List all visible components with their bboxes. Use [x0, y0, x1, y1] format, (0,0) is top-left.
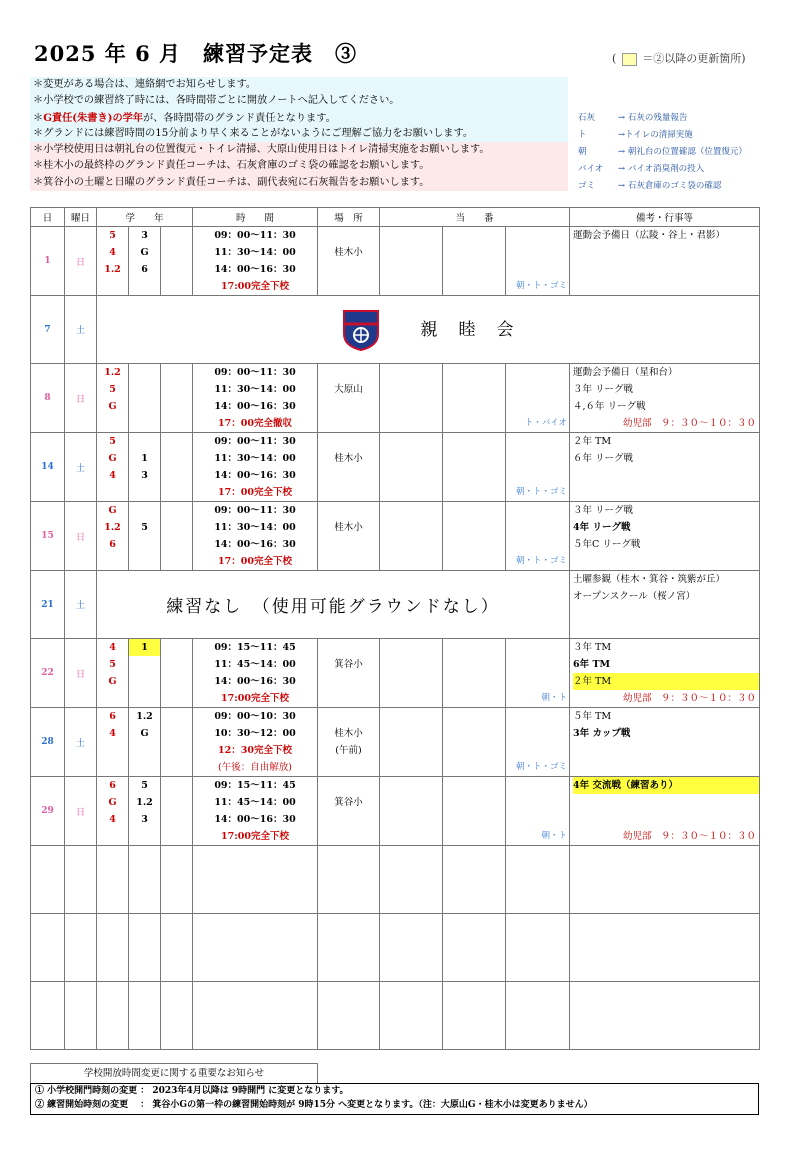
empty-cell	[31, 982, 65, 1050]
row-dow: 日	[65, 227, 97, 296]
abbr-row: 朝 → 朝礼台の位置確認（位置復元）	[578, 147, 747, 157]
note-7: ＊箕谷小の土曜と日曜のグランド責任コーチは、副代表宛に石灰報告をお願いします。	[30, 175, 568, 191]
empty-cell	[129, 846, 161, 914]
legend-text: ＝②以降の更新箇所)	[642, 52, 746, 65]
team-crest-icon	[341, 308, 381, 352]
empty-cell	[506, 982, 570, 1050]
memo-line: ４,６年 リーグ戦	[573, 401, 646, 412]
grade-col-1	[97, 502, 129, 571]
time-cell	[193, 502, 318, 571]
end-time: 17:00完全下校	[221, 831, 289, 842]
schedule-table	[30, 207, 760, 1050]
grade-entry: 5	[109, 384, 116, 395]
header-grade: 学 年	[97, 208, 193, 227]
legend-open: (	[612, 52, 617, 65]
grade-entry: 1.2	[104, 264, 121, 275]
empty-cell	[161, 982, 193, 1050]
memo-line: 運動会予備日（星和台）	[573, 367, 678, 378]
duty-text: 朝・ト・ゴミ	[516, 762, 568, 772]
memo-line: 6年 TM	[573, 659, 611, 670]
place-name: 大原山	[334, 384, 363, 395]
row-day: 14	[31, 433, 65, 502]
header-memo: 備考・行事等	[570, 208, 760, 227]
table-row	[31, 433, 760, 502]
duty-col-3	[506, 639, 570, 708]
memo-line: オープンスクール（桜ノ宮）	[573, 591, 696, 602]
duty-col-1	[380, 502, 443, 571]
time-slot: 09：00〜11：30	[214, 367, 296, 378]
memo-line: ５年 TM	[573, 711, 612, 722]
notice-label: 学校開放時間変更に関する重要なお知らせ	[30, 1063, 318, 1084]
grade-entry: 4	[109, 470, 116, 481]
table-row	[31, 777, 760, 846]
header-duty: 当 番	[380, 208, 570, 227]
memo-line: 土曜参観（桂木・箕谷・筑紫が丘）	[573, 574, 726, 585]
empty-cell	[193, 982, 318, 1050]
grade-entry: 4	[109, 728, 116, 739]
place-cell	[318, 502, 380, 571]
memo-line: ２年 TM	[573, 436, 612, 447]
place-cell	[318, 777, 380, 846]
empty-cell	[161, 914, 193, 982]
grade-entry	[129, 381, 160, 398]
header-time: 時 間	[193, 208, 318, 227]
empty-cell	[318, 846, 380, 914]
header-dow: 曜日	[65, 208, 97, 227]
grade-entry	[129, 398, 160, 415]
grade-entry: 1.2	[136, 797, 153, 808]
table-row	[31, 364, 760, 433]
time-slot: 14：00〜16：30	[214, 814, 296, 825]
duty-text: 朝・ト	[541, 831, 568, 841]
duty-col-2	[443, 433, 506, 502]
duty-col-3	[506, 364, 570, 433]
row-day: 22	[31, 639, 65, 708]
note-6: ＊桂木小の最終枠のグランド責任コーチは、石灰倉庫のゴミ袋の確認をお願いします。	[30, 158, 568, 174]
memo-line: ３年 リーグ戦	[573, 505, 634, 516]
grade-col-2	[129, 227, 161, 296]
grade-entry: 5	[109, 659, 116, 670]
grade-col-3	[161, 777, 193, 846]
empty-cell	[97, 846, 129, 914]
note-4: ＊グランドには練習時間の15分前より早く来ることがないようにご理解ご協力をお願いします。	[30, 126, 568, 142]
place-name: 桂木小	[334, 247, 363, 258]
notice-box	[30, 1083, 759, 1115]
empty-cell	[161, 846, 193, 914]
grade-entry: G	[108, 505, 117, 516]
duty-col-1	[380, 227, 443, 296]
empty-cell	[65, 982, 97, 1050]
empty-cell	[193, 914, 318, 982]
place-name: 桂木小	[334, 728, 363, 739]
grade-entry	[97, 742, 128, 759]
table-row	[31, 571, 760, 639]
memo-right: 幼児部 ９：３０〜１０：３０	[623, 418, 757, 429]
note-3-pre: ＊	[33, 112, 44, 124]
row-day: 21	[31, 571, 65, 639]
grade-entry: 5	[141, 522, 148, 533]
time-slot: 10：30〜12：00	[214, 728, 296, 739]
row-dow: 土	[65, 571, 97, 639]
end-time: 17:00完全下校	[221, 281, 289, 292]
grade-entry: 6	[109, 780, 116, 791]
empty-cell	[97, 914, 129, 982]
empty-cell	[31, 914, 65, 982]
empty-cell	[443, 982, 506, 1050]
memo-line: ２年 TM	[573, 673, 759, 690]
grade-col-2	[129, 639, 161, 708]
grade-entry: 1	[141, 453, 148, 464]
end-time: 17:00完全下校	[221, 693, 289, 704]
grade-entry: 1.2	[104, 367, 121, 378]
grade-col-2	[129, 708, 161, 777]
time-slot: 14：00〜16：30	[214, 401, 296, 412]
memo-cell	[570, 502, 760, 571]
grade-entry: G	[108, 453, 117, 464]
table-row	[31, 227, 760, 296]
grade-entry: G	[108, 676, 117, 687]
duty-col-2	[443, 777, 506, 846]
grade-col-2	[129, 777, 161, 846]
grade-entry: 1.2	[136, 711, 153, 722]
time-slot: 11：30〜14：00	[214, 522, 296, 533]
grade-entry	[129, 536, 160, 553]
grade-entry	[129, 656, 160, 673]
place-cell	[318, 639, 380, 708]
end-time: 17：00完全下校	[218, 487, 292, 498]
memo-line: 運動会予備日（広陵・谷上・君影）	[573, 230, 726, 241]
empty-row	[31, 914, 760, 982]
duty-col-2	[443, 708, 506, 777]
place-cell	[318, 364, 380, 433]
grade-entry	[129, 673, 160, 690]
table-row	[31, 708, 760, 777]
memo-line: ３年 リーグ戦	[573, 384, 634, 395]
duty-text: 朝・ト・ゴミ	[516, 556, 568, 566]
grade-col-1	[97, 433, 129, 502]
time-slot: 12：30完全下校	[218, 745, 292, 756]
duty-col-2	[443, 639, 506, 708]
grade-entry: 4	[109, 247, 116, 258]
empty-row	[31, 846, 760, 914]
place-cell	[318, 708, 380, 777]
grade-col-1	[97, 639, 129, 708]
place-cell	[318, 227, 380, 296]
duty-col-3	[506, 708, 570, 777]
grade-col-3	[161, 364, 193, 433]
special-event-cell	[97, 571, 570, 639]
memo-right: 幼児部 ９：３０〜１０：３０	[623, 831, 757, 842]
empty-cell	[443, 914, 506, 982]
row-day: 7	[31, 296, 65, 364]
time-slot: 11：45〜14：00	[214, 797, 296, 808]
special-event-text: 親 睦 会	[420, 319, 516, 340]
grade-entry: 4	[109, 642, 116, 653]
end-time: 17：00完全撤収	[218, 418, 292, 429]
time-cell	[193, 708, 318, 777]
highlight-swatch	[622, 53, 637, 66]
memo-cell	[570, 433, 760, 502]
special-event-text: 練習なし （使用可能グラウンドなし）	[166, 597, 500, 617]
grade-entry	[129, 742, 160, 759]
memo-cell	[570, 777, 760, 846]
table-row	[31, 639, 760, 708]
empty-cell	[570, 982, 760, 1050]
time-slot: 14：00〜16：30	[214, 470, 296, 481]
note-1: ＊変更がある場合は、連絡網でお知らせします。	[30, 77, 568, 93]
memo-cell	[570, 708, 760, 777]
row-dow: 日	[65, 364, 97, 433]
grade-col-1	[97, 364, 129, 433]
header-day: 日	[31, 208, 65, 227]
time-slot: 09：00〜10：30	[214, 711, 296, 722]
notes-block	[30, 77, 568, 191]
grade-entry: 1	[129, 639, 160, 656]
row-day: 8	[31, 364, 65, 433]
duty-col-1	[380, 708, 443, 777]
abbr-row: バイオ → バイオ消臭剤の投入	[578, 164, 705, 174]
grade-entry: G	[108, 401, 117, 412]
duty-col-1	[380, 364, 443, 433]
memo-line: 4年 交流戦（練習あり）	[573, 777, 759, 794]
empty-cell	[193, 846, 318, 914]
note-3	[30, 110, 568, 126]
place-name: 桂木小	[334, 522, 363, 533]
grade-entry: 3	[141, 470, 148, 481]
empty-cell	[65, 846, 97, 914]
place-name: 箕谷小	[334, 659, 363, 670]
memo-cell	[570, 571, 760, 639]
memo-cell	[570, 227, 760, 296]
notice-line-2: ② 練習開始時刻の変更 ： 箕谷小Gの第一枠の練習開始時刻が 9時15分 へ変更となります。（注：大原山G・桂木小は変更ありません）	[35, 1100, 593, 1110]
empty-cell	[97, 982, 129, 1050]
memo-line: 3年 カップ戦	[573, 728, 631, 739]
row-dow: 土	[65, 433, 97, 502]
grade-col-3	[161, 433, 193, 502]
duty-text: ト・バイオ	[524, 418, 568, 428]
row-dow: 土	[65, 708, 97, 777]
note-3-post: が、各時間帯のグランド責任となります。	[143, 112, 336, 124]
time-slot: 09：00〜11：30	[214, 230, 296, 241]
empty-cell	[318, 982, 380, 1050]
row-day: 15	[31, 502, 65, 571]
row-day: 29	[31, 777, 65, 846]
duty-col-2	[443, 502, 506, 571]
memo-line: ３年 TM	[573, 642, 612, 653]
memo-line: ５年C リーグ戦	[573, 539, 641, 550]
time-cell	[193, 777, 318, 846]
grade-col-3	[161, 227, 193, 296]
table-row	[31, 502, 760, 571]
grade-entry	[129, 364, 160, 381]
grade-col-1	[97, 227, 129, 296]
time-slot: 09：15〜11：45	[214, 780, 296, 791]
time-slot: 11：45〜14：00	[214, 659, 296, 670]
end-time: 17：00完全下校	[218, 556, 292, 567]
time-slot: 11：30〜14：00	[214, 247, 296, 258]
time-slot: 11：30〜14：00	[214, 453, 296, 464]
time-cell	[193, 364, 318, 433]
time-slot: 09：00〜11：30	[214, 436, 296, 447]
notice-line-1: ① 小学校開門時刻の変更 ： 2023年4月以降は 9時開門 に変更となります。	[35, 1086, 349, 1096]
duty-col-2	[443, 227, 506, 296]
duty-col-1	[380, 639, 443, 708]
grade-entry: 5	[141, 780, 148, 791]
grade-entry: 1.2	[104, 522, 121, 533]
memo-line: 4年 リーグ戦	[573, 522, 631, 533]
time-slot: 14：00〜16：30	[214, 676, 296, 687]
grade-entry: 5	[109, 230, 116, 241]
empty-cell	[31, 846, 65, 914]
memo-right: 幼児部 ９：３０〜１０：３０	[623, 693, 757, 704]
note-2: ＊小学校での練習終了時には、各時間帯ごとに開放ノートへ記入してください。	[30, 93, 568, 109]
empty-cell	[129, 982, 161, 1050]
time-cell	[193, 433, 318, 502]
duty-text: 朝・ト・ゴミ	[516, 281, 568, 291]
time-cell	[193, 639, 318, 708]
note-5: ＊小学校使用日は朝礼台の位置復元・トイレ清掃、大原山使用日はトイレ清掃実施をお願いします。	[30, 142, 568, 158]
place-note: (午前)	[335, 745, 362, 756]
grade-entry: 4	[109, 814, 116, 825]
empty-cell	[570, 846, 760, 914]
abbr-row: ゴミ → 石灰倉庫のゴミ袋の確認	[578, 181, 722, 191]
empty-cell	[443, 846, 506, 914]
memo-line: ６年 リーグ戦	[573, 453, 634, 464]
row-day: 28	[31, 708, 65, 777]
time-cell	[193, 227, 318, 296]
place-cell	[318, 433, 380, 502]
grade-col-1	[97, 708, 129, 777]
empty-cell	[506, 914, 570, 982]
empty-row	[31, 982, 760, 1050]
table-header-row	[31, 208, 760, 227]
empty-cell	[65, 914, 97, 982]
time-slot: 09：15〜11：45	[214, 642, 296, 653]
duty-text: 朝・ト	[541, 693, 568, 703]
empty-cell	[380, 982, 443, 1050]
time-slot: 11：30〜14：00	[214, 384, 296, 395]
place-name: 箕谷小	[334, 797, 363, 808]
memo-cell	[570, 364, 760, 433]
row-dow: 日	[65, 777, 97, 846]
empty-cell	[129, 914, 161, 982]
grade-entry: G	[140, 247, 149, 258]
grade-col-2	[129, 364, 161, 433]
page-title: 2025 年 6 月 練習予定表 ③	[34, 41, 357, 66]
time-slot: 09：00〜11：30	[214, 505, 296, 516]
special-event-cell	[97, 296, 760, 364]
grade-entry: G	[140, 728, 149, 739]
duty-col-2	[443, 364, 506, 433]
end-time: (午後：自由解放)	[218, 762, 292, 773]
duty-col-1	[380, 777, 443, 846]
grade-entry: 5	[109, 436, 116, 447]
abbr-row: 石灰 → 石灰の残量報告	[578, 113, 688, 123]
grade-entry: 6	[109, 711, 116, 722]
row-dow: 日	[65, 639, 97, 708]
place-name: 桂木小	[334, 453, 363, 464]
grade-col-3	[161, 708, 193, 777]
abbreviation-legend	[578, 110, 747, 195]
grade-col-3	[161, 639, 193, 708]
grade-entry	[129, 502, 160, 519]
memo-cell	[570, 639, 760, 708]
row-day: 1	[31, 227, 65, 296]
grade-entry: 3	[141, 230, 148, 241]
table-row	[31, 296, 760, 364]
time-slot: 14：00〜16：30	[214, 264, 296, 275]
abbr-row: ト →トイレの清掃実施	[578, 130, 693, 140]
grade-col-2	[129, 502, 161, 571]
row-dow: 日	[65, 502, 97, 571]
grade-entry	[129, 433, 160, 450]
grade-entry: 6	[109, 539, 116, 550]
time-slot: 14：00〜16：30	[214, 539, 296, 550]
grade-col-1	[97, 777, 129, 846]
empty-cell	[570, 914, 760, 982]
grade-col-2	[129, 433, 161, 502]
row-dow: 土	[65, 296, 97, 364]
empty-cell	[506, 846, 570, 914]
duty-col-1	[380, 433, 443, 502]
empty-cell	[380, 846, 443, 914]
header-place: 場 所	[318, 208, 380, 227]
note-3-red: G責任(朱書き)の学年	[43, 111, 144, 124]
empty-cell	[380, 914, 443, 982]
duty-col-3	[506, 433, 570, 502]
duty-col-3	[506, 777, 570, 846]
update-legend	[612, 50, 746, 66]
grade-entry: G	[108, 797, 117, 808]
grade-col-3	[161, 502, 193, 571]
duty-text: 朝・ト・ゴミ	[516, 487, 568, 497]
grade-entry: 6	[141, 264, 148, 275]
grade-entry: 3	[141, 814, 148, 825]
empty-cell	[318, 914, 380, 982]
duty-col-3	[506, 227, 570, 296]
duty-col-3	[506, 502, 570, 571]
